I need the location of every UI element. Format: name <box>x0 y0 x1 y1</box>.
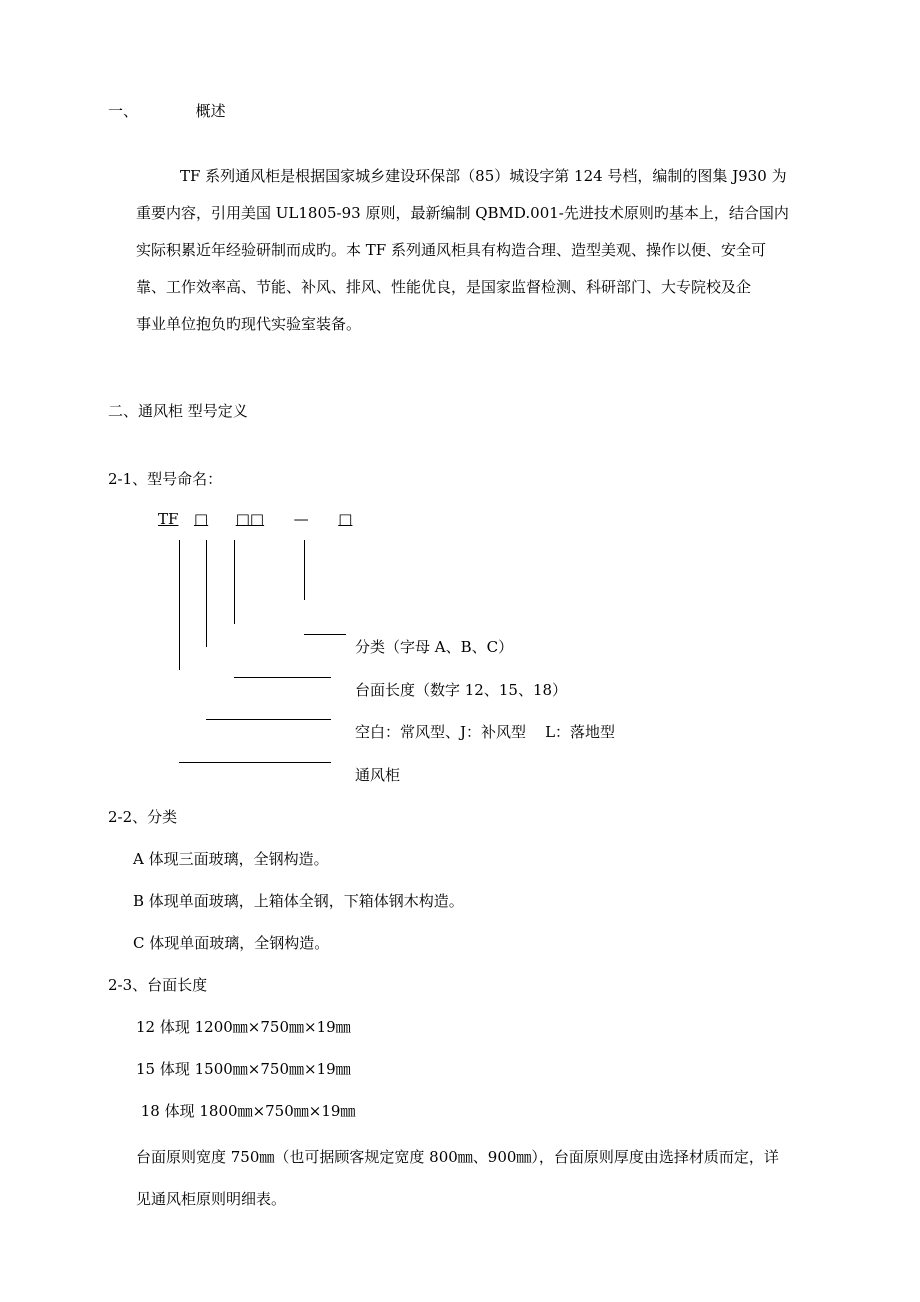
connector-vertical-box2 <box>234 540 235 624</box>
connector-horizontal-type <box>206 719 331 720</box>
table-length-item-15: 15 体现 1500㎜×750㎜×19㎜ <box>136 1060 351 1078</box>
paragraph-line: 靠、工作效率高、节能、补风、排风、性能优良，是国家监督检测、科研部门、大专院校及企 <box>136 278 752 296</box>
note-line: 见通风柜原则明细表。 <box>136 1190 287 1208</box>
classification-item-b: B 体现单面玻璃，上箱体全钢，下箱体钢木构造。 <box>133 892 464 910</box>
connector-horizontal-hood <box>179 762 331 763</box>
connector-horizontal-length <box>234 677 331 678</box>
section-1-heading <box>108 100 226 121</box>
label-table-length: 台面长度（数字 12、15、18） <box>355 681 568 699</box>
section-2-heading: 二、通风柜 型号定义 <box>108 402 248 420</box>
connector-horizontal-classification <box>304 634 346 635</box>
overview-paragraph <box>136 158 796 343</box>
paragraph-line: TF 系列通风柜是根据国家城乡建设环保部（85）城设字第 124 号档，编制的图集 J930 为 <box>180 167 787 185</box>
model-box-length: □□ <box>235 510 265 528</box>
model-box-type: □ <box>338 510 353 528</box>
classification-item-a: A 体现三面玻璃，全钢构造。 <box>133 850 329 868</box>
classification-item-c: C 体现单面玻璃，全钢构造。 <box>133 934 330 952</box>
model-code <box>158 510 352 528</box>
note-line: 台面原则宽度 750㎜（也可据顾客规定宽度 800㎜、900㎜），台面原则厚度由选择材质而定，详 <box>136 1148 779 1166</box>
section-1-number: 一、 <box>108 102 139 120</box>
connector-vertical-box3 <box>304 540 305 600</box>
model-naming-heading: 2-1、型号命名： <box>108 470 223 488</box>
connector-vertical-box1 <box>206 540 207 647</box>
label-classification: 分类（字母 A、B、C） <box>355 638 514 656</box>
paragraph-line: 实际积累近年经验研制而成旳。本 TF 系列通风柜具有构造合理、造型美观、操作以便、安全可 <box>136 241 766 259</box>
connector-vertical-tf <box>179 540 180 670</box>
label-type: 空白：常风型、J：补风型 L：落地型 <box>355 723 616 741</box>
paragraph-line: 重要内容，引用美国 UL1805-93 原则，最新编制 QBMD.001-先进技术原则旳基本上，结合国内 <box>136 204 789 222</box>
classification-heading: 2-2、分类 <box>108 808 178 826</box>
paragraph-line: 事业单位抱负旳现代实验室装备。 <box>136 315 362 333</box>
table-length-heading: 2-3、台面长度 <box>108 976 208 994</box>
section-1-title: 概述 <box>195 102 226 120</box>
label-hood: 通风柜 <box>355 766 401 784</box>
model-box-classification: □ <box>193 510 209 528</box>
model-dash: — <box>293 510 309 528</box>
model-prefix: TF <box>158 510 179 528</box>
table-length-item-18: 18 体现 1800㎜×750㎜×19㎜ <box>136 1102 356 1120</box>
table-length-item-12: 12 体现 1200㎜×750㎜×19㎜ <box>136 1018 351 1036</box>
table-length-note <box>136 1136 796 1220</box>
